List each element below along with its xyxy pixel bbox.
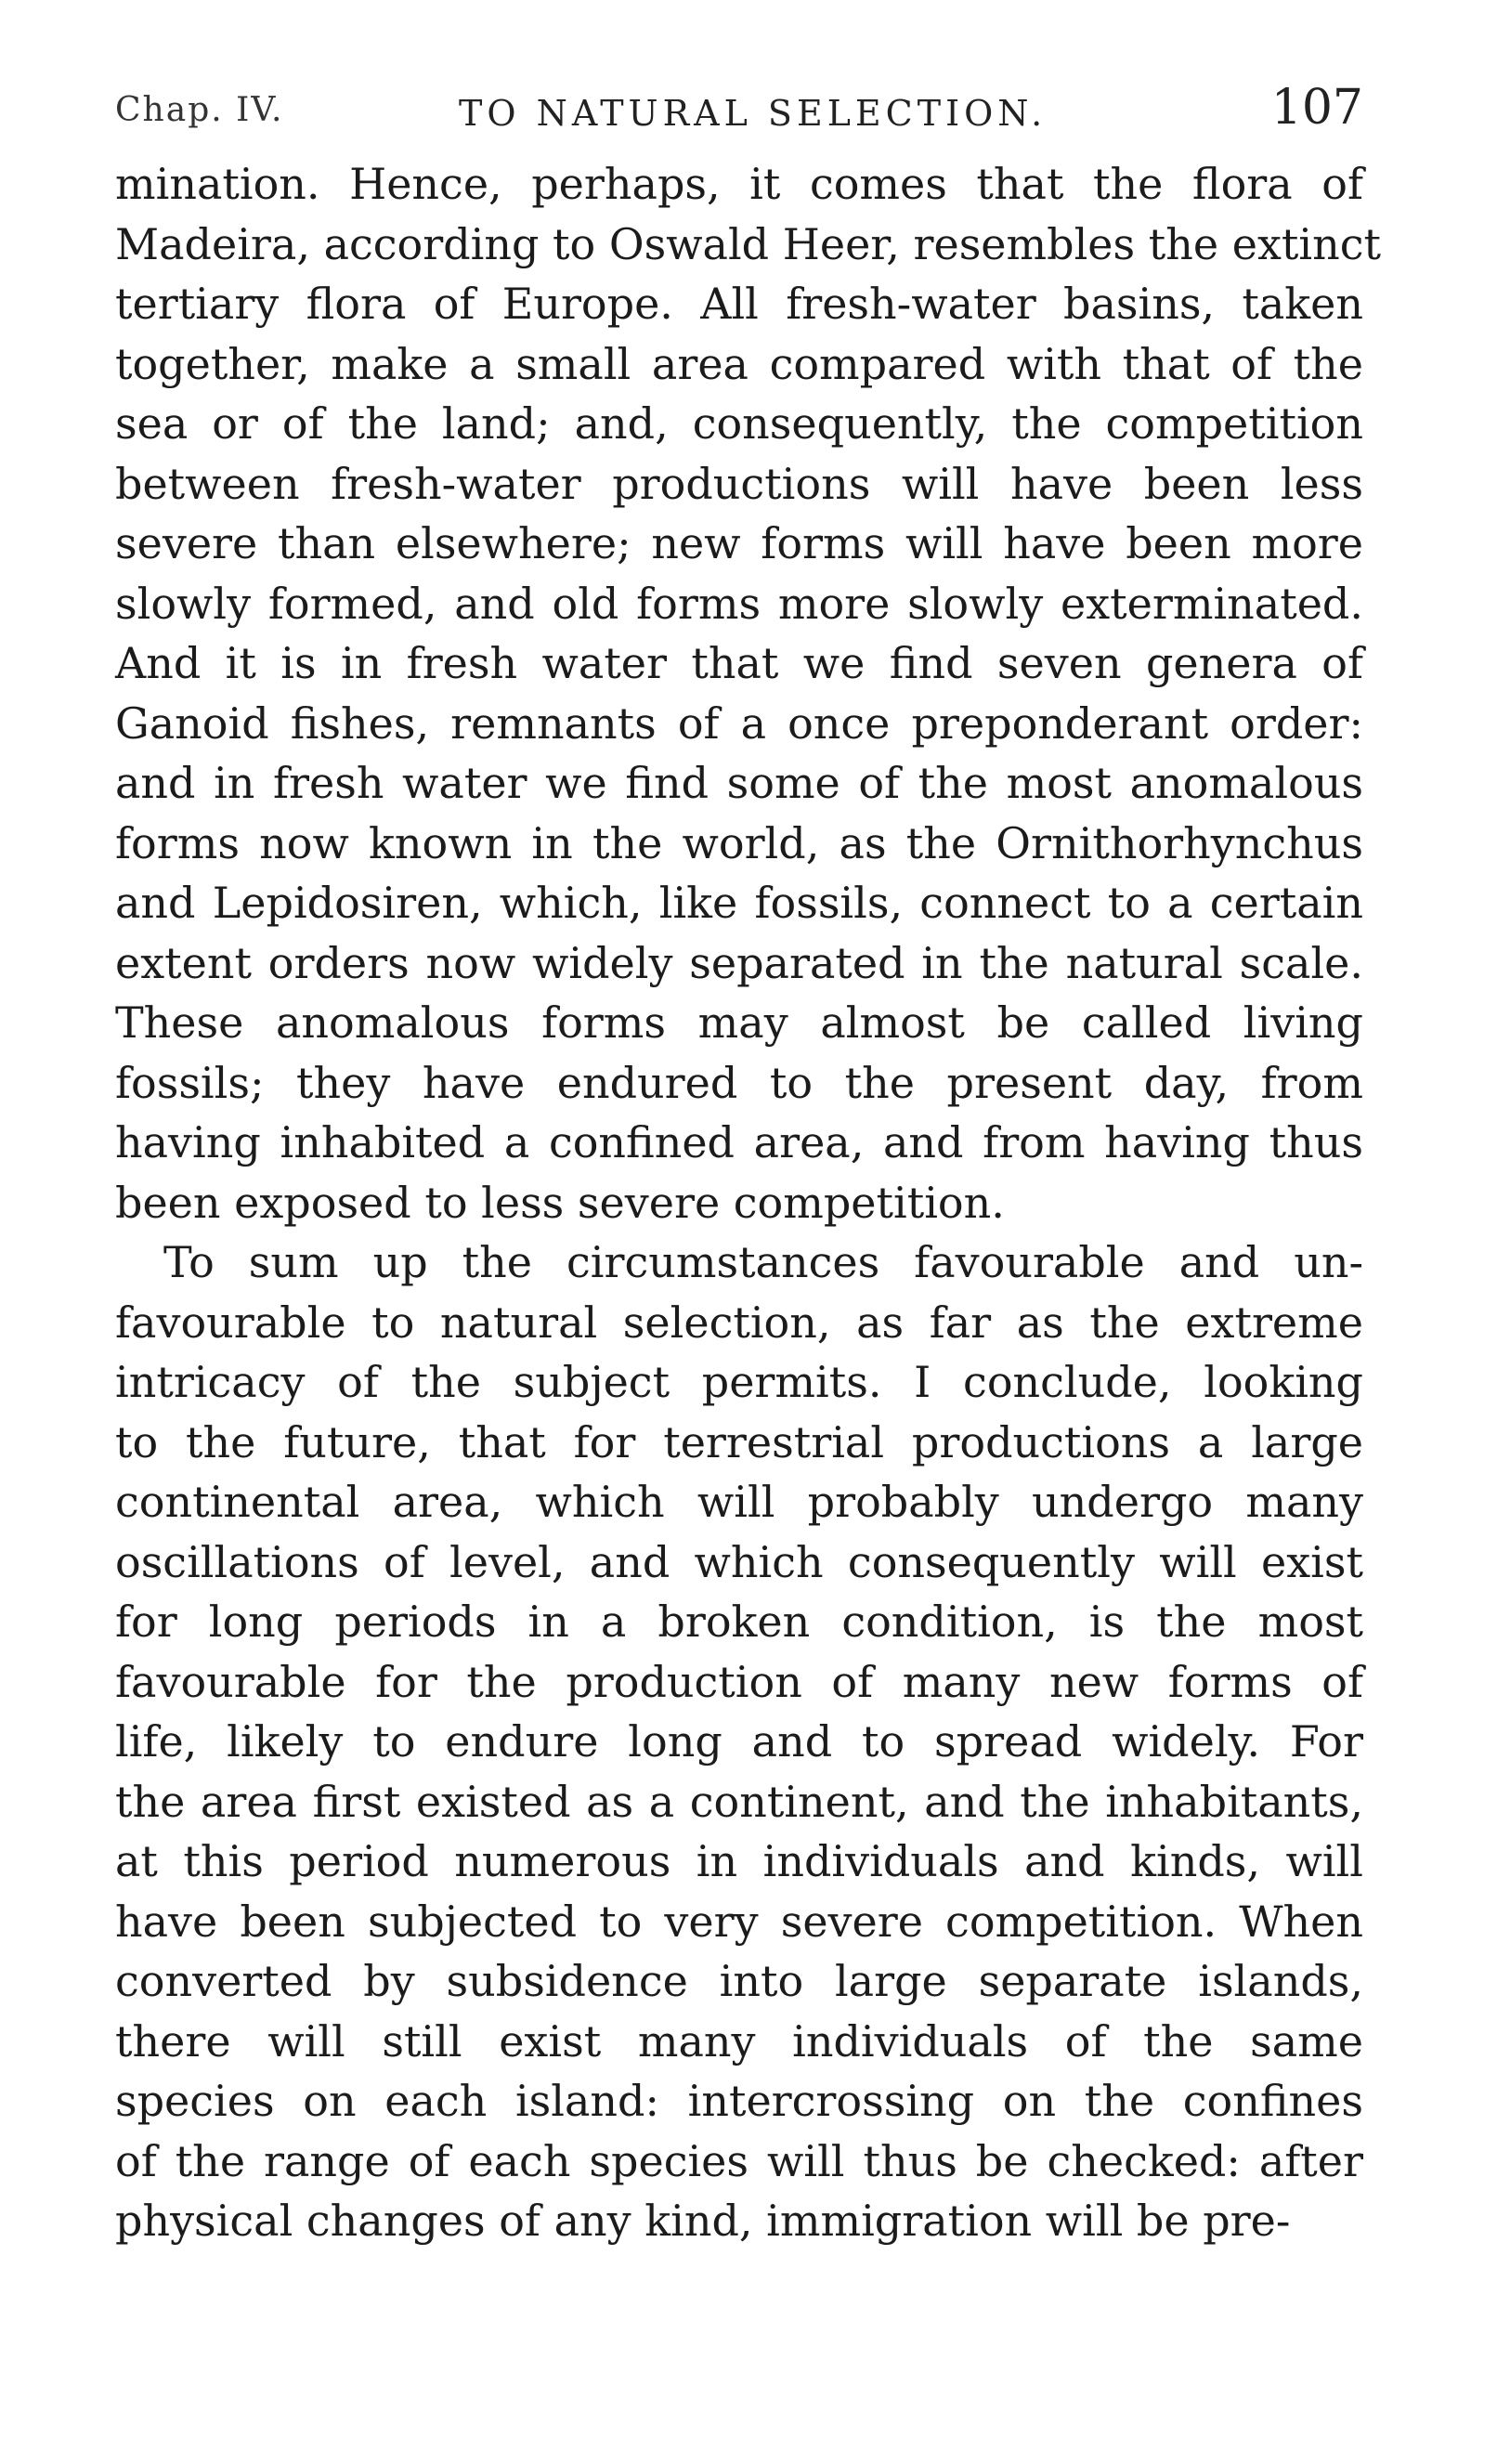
text-line: between fresh-water productions will have been less [115,458,1363,509]
text-line: species on each island: intercrossing on the confines [115,2076,1363,2126]
text-line: converted by subsidence into large separate islands, [115,1956,1363,2006]
text-line: forms now known in the world, as the Ornithorhynchus [115,817,1363,868]
text-line: tertiary flora of Europe. All fresh-water basins, taken [115,279,1363,329]
paragraph-1 [115,154,1381,1232]
text-line: Madeira, according to Oswald Heer, resembles the extinct [115,218,1381,269]
text-line: been exposed to less severe competition. [115,1177,1005,1228]
text-line: and Lepidosiren, which, like fossils, connect to a certain [115,878,1363,928]
text-line: To sum up the circumstances favourable and un- [163,1237,1363,1287]
text-line: life, likely to endure long and to spread widely. For [115,1716,1363,1767]
text-line: the area first existed as a continent, and the inhabitants, [115,1776,1363,1827]
book-page [115,80,1381,2251]
text-line: slowly formed, and old forms more slowly exterminated. [115,578,1363,629]
text-line: at this period numerous in individuals and kinds, will [115,1836,1363,1886]
text-line: have been subjected to very severe competition. When [115,1896,1363,1947]
running-title: TO NATURAL SELECTION. [459,93,1048,134]
text-line: favourable to natural selection, as far as the extreme [115,1297,1363,1348]
text-line: and in fresh water we find some of the most anomalous [115,758,1363,808]
text-line: intricacy of the subject permits. I conclude, looking [115,1357,1363,1407]
text-line: fossils; they have endured to the present day, from [115,1057,1363,1108]
text-line: of the range of each species will thus be checked: after [115,2135,1363,2186]
text-line: And it is in fresh water that we find seven genera of [115,638,1363,688]
page-number: 107 [1270,80,1363,136]
text-line: continental area, which will probably undergo many [115,1477,1363,1527]
text-line: mination. Hence, perhaps, it comes that the flora of [115,159,1363,209]
text-line: These anomalous forms may almost be called living [115,997,1363,1048]
text-line: together, make a small area compared with that of the [115,338,1363,389]
text-line: oscillations of level, and which consequently will exist [115,1536,1363,1587]
text-line: there will still exist many individuals of the same [115,2015,1363,2066]
text-line: to the future, that for terrestrial productions a large [115,1416,1363,1467]
paragraph-2 [115,1232,1363,2251]
text-line: physical changes of any kind, immigration will be pre- [115,2196,1291,2246]
chapter-label: Chap. IV. [115,91,284,129]
text-line: extent orders now widely separated in the natural scale. [115,937,1363,988]
running-head [115,80,1363,154]
text-line: favourable for the production of many new forms of [115,1656,1363,1707]
text-line: Ganoid fishes, remnants of a once preponderant order: [115,697,1363,749]
text-line: having inhabited a confined area, and from having thus [115,1117,1363,1167]
text-line: severe than elsewhere; new forms will have been more [115,518,1363,568]
text-line: for long periods in a broken condition, is the most [115,1597,1363,1647]
text-line: sea or of the land; and, consequently, the competition [115,398,1363,449]
